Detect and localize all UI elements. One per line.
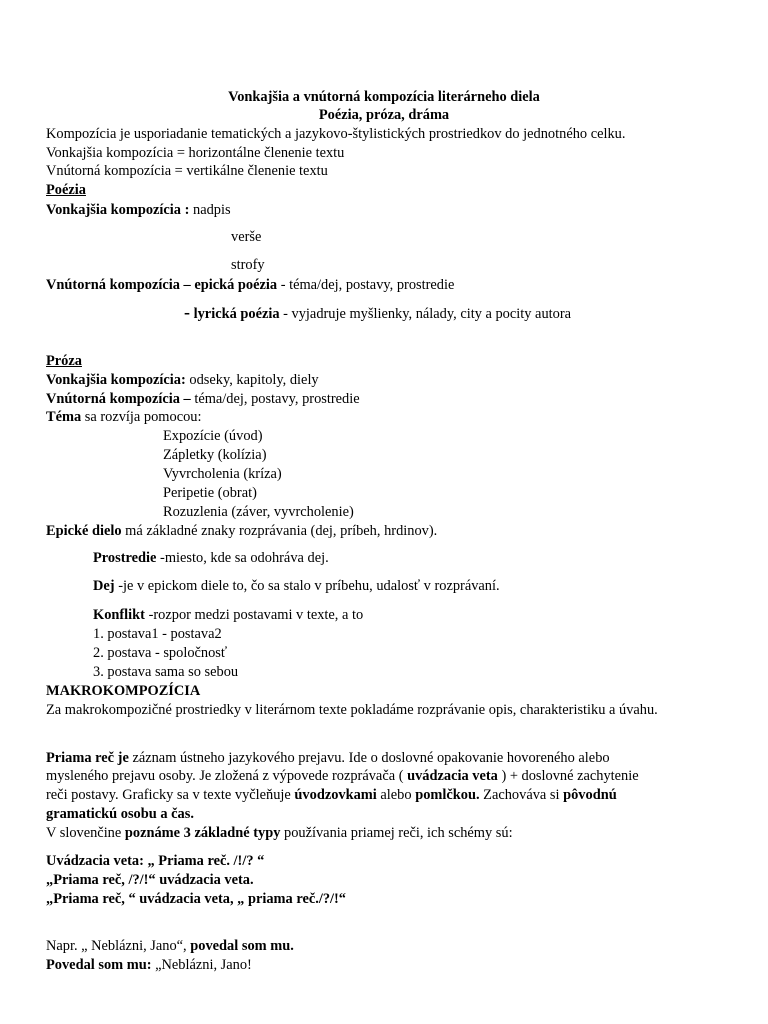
priama-line-3: reči postavy. Graficky sa v texte vyčleňuje úvodzovkami alebo pomlčkou. Zachováva si pôvodnú	[46, 787, 617, 803]
poezia-verse: verše	[231, 229, 262, 245]
proza-tema: Téma sa rozvíja pomocou:	[46, 409, 202, 425]
tema-item-rozuzlenia: Rozuzlenia (záver, vyvrcholenie)	[163, 504, 354, 520]
poezia-heading: Poézia	[46, 182, 86, 198]
poezia-strofy: strofy	[231, 257, 265, 273]
poezia-vonkajsia: Vonkajšia kompozícia : nadpis	[46, 202, 231, 218]
priama-line-5: V slovenčine poznáme 3 základné typy používania priamej reči, ich schémy sú:	[46, 825, 513, 841]
proza-heading: Próza	[46, 353, 82, 369]
intro-line-2: Vonkajšia kompozícia = horizontálne členenie textu	[46, 145, 345, 161]
priama-line-1: Priama reč je záznam ústneho jazykového prejavu. Ide o doslovné opakovanie hovoreného alebo	[46, 750, 610, 766]
konflikt-item-2: 2. postava - spoločnosť	[93, 645, 228, 661]
poezia-vnutorna-epicka: Vnútorná kompozícia – epická poézia - téma/dej, postavy, prostredie	[46, 277, 455, 293]
tema-item-expozicie: Expozície (úvod)	[163, 428, 263, 444]
example-1: Napr. „ Neblázni, Jano“, povedal som mu.	[46, 938, 294, 954]
example-2: Povedal som mu: „Neblázni, Jano!	[46, 957, 252, 973]
konflikt-item-1: 1. postava1 - postava2	[93, 626, 222, 642]
proza-vonkajsia: Vonkajšia kompozícia: odseky, kapitoly, diely	[46, 372, 319, 388]
makro-text: Za makrokompozičné prostriedky v literárnom texte pokladáme rozprávanie opis, charakteristiku a úvahu.	[46, 702, 658, 718]
page-title: Vonkajšia a vnútorná kompozícia literárneho diela	[228, 89, 540, 105]
tema-item-peripetie: Peripetie (obrat)	[163, 485, 257, 501]
scheme-3: „Priama reč, “ uvádzacia veta, „ priama reč./?/!“	[46, 891, 346, 907]
tema-item-zapletky: Zápletky (kolízia)	[163, 447, 267, 463]
proza-epicke-dielo: Epické dielo má základné znaky rozprávania (dej, príbeh, hrdinov).	[46, 523, 438, 539]
konflikt-item-3: 3. postava sama so sebou	[93, 664, 239, 680]
tema-item-vyvrcholenia: Vyvrcholenia (kríza)	[163, 466, 282, 482]
intro-line-3: Vnútorná kompozícia = vertikálne členenie textu	[46, 163, 328, 179]
priama-line-2: mysleného prejavu osoby. Je zložená z výpovede rozprávača ( uvádzacia veta ) + doslovné zachytenie	[46, 768, 639, 784]
page-subtitle: Poézia, próza, dráma	[318, 107, 450, 123]
makro-heading: MAKROKOMPOZÍCIA	[46, 683, 201, 699]
poezia-lyricka: - lyrická poézia - vyjadruje myšlienky, nálady, city a pocity autora	[184, 302, 572, 322]
scheme-1: Uvádzacia veta: „ Priama reč. /!/? “	[46, 853, 265, 869]
proza-dej: Dej -je v epickom diele to, čo sa stalo v príbehu, udalosť v rozprávaní.	[93, 578, 500, 594]
proza-vnutorna: Vnútorná kompozícia – téma/dej, postavy, prostredie	[46, 391, 360, 407]
proza-konflikt: Konflikt -rozpor medzi postavami v texte, a to	[93, 607, 364, 623]
scheme-2: „Priama reč, /?/!“ uvádzacia veta.	[46, 872, 254, 888]
priama-line-4: gramatickú osobu a čas.	[46, 806, 194, 822]
intro-line-1: Kompozícia je usporiadanie tematických a jazykovo-štylistických prostriedkov do jednotného celku.	[46, 126, 626, 142]
proza-prostredie: Prostredie -miesto, kde sa odohráva dej.	[93, 550, 329, 566]
